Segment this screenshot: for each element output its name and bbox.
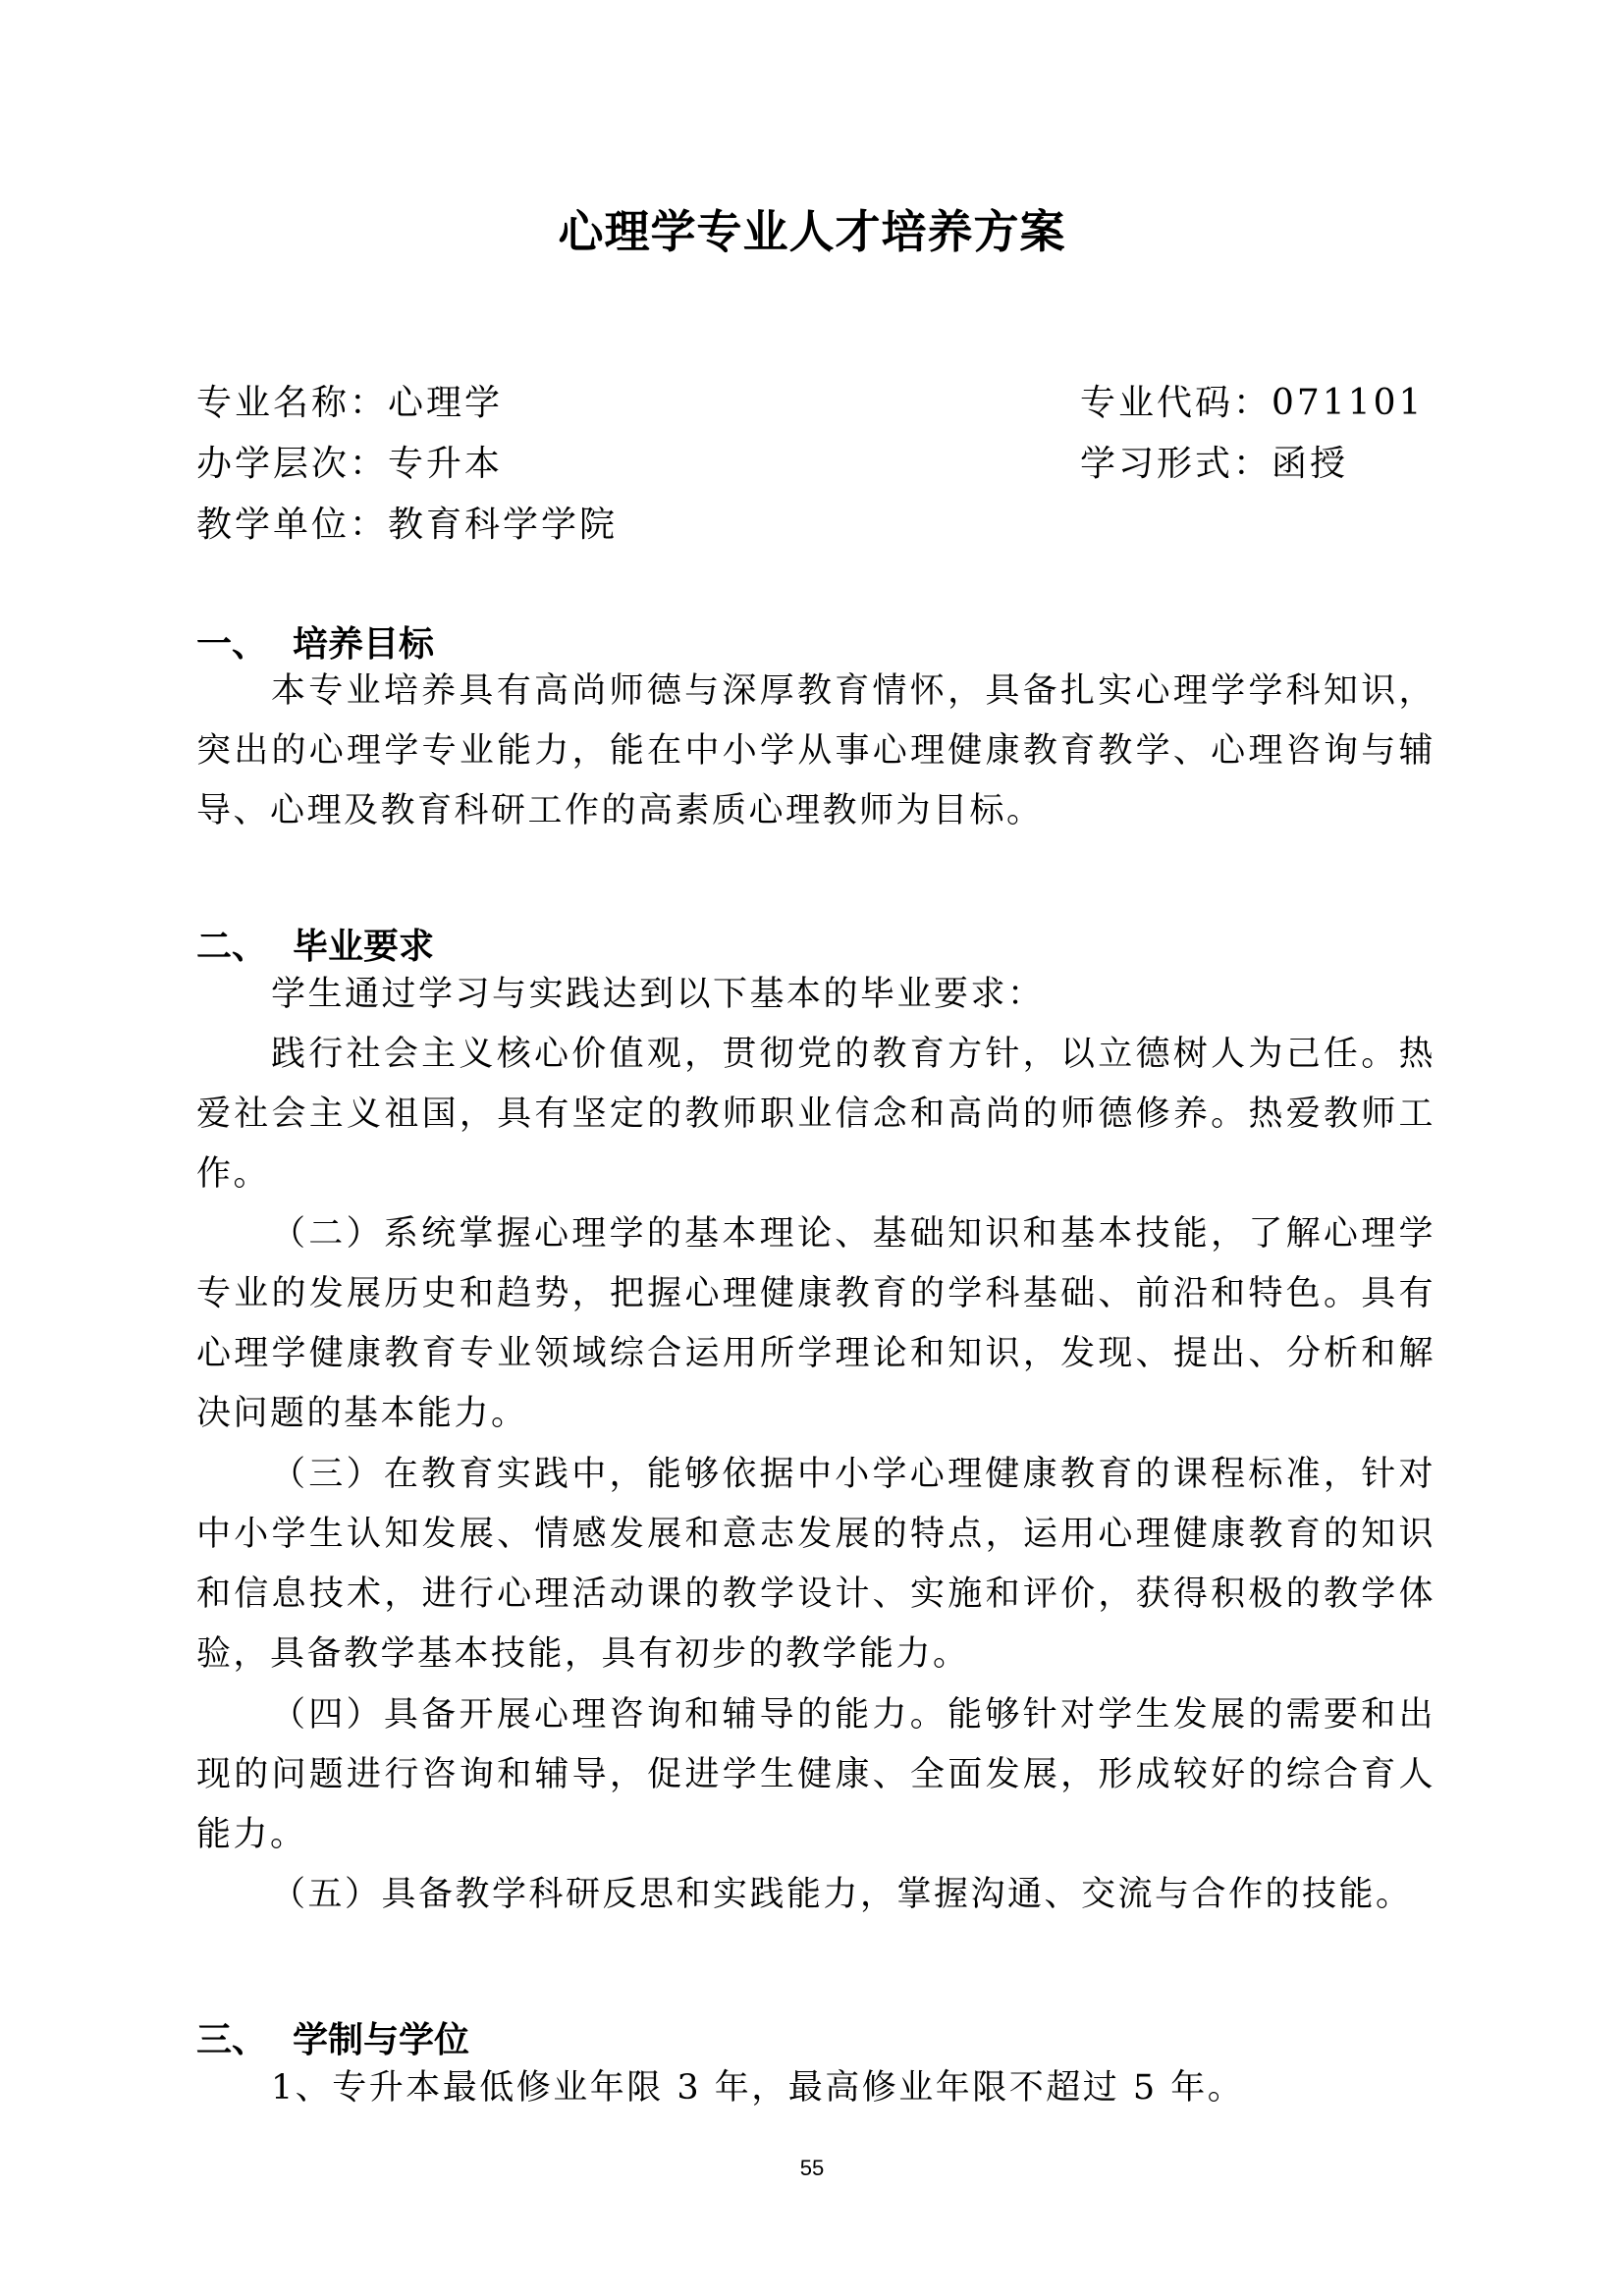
paragraph: 本专业培养具有高尚师德与深厚教育情怀，具备扎实心理学学科知识，突出的心理学专业能力，能在中小学从事心理健康教育教学、心理咨询与辅导、心理及教育科研工作的高素质心理教师为目标。 bbox=[196, 671, 1435, 830]
paragraph: 践行社会主义核心价值观，贯彻党的教育方针，以立德树人为己任。热爱社会主义祖国，具有坚定的教师职业信念和高尚的师德修养。热爱教师工作。 bbox=[196, 1035, 1435, 1194]
study-form: 学习形式：函授 bbox=[1080, 444, 1349, 484]
section-number: 三、 bbox=[196, 2020, 268, 2060]
document-title: 心理学专业人才培养方案 bbox=[558, 205, 1066, 258]
section-number: 二、 bbox=[196, 927, 268, 967]
section-heading bbox=[196, 919, 434, 969]
paragraph: 1、专升本最低修业年限 3 年，最高修业年限不超过 5 年。 bbox=[271, 2068, 1245, 2108]
section-title: 毕业要求 bbox=[293, 927, 435, 967]
paragraph: 学生通过学习与实践达到以下基本的毕业要求： bbox=[271, 975, 1045, 1014]
section-heading bbox=[196, 2012, 469, 2062]
paragraph: （四）具备开展心理咨询和辅导的能力。能够针对学生发展的需要和出现的问题进行咨询和辅导，促进学生健康、全面发展，形成较好的综合育人能力。 bbox=[196, 1695, 1435, 1854]
major-name: 专业名称：心理学 bbox=[196, 383, 504, 423]
page-number: 55 bbox=[799, 2156, 825, 2180]
section-title: 学制与学位 bbox=[293, 2020, 470, 2060]
section-heading bbox=[196, 616, 434, 667]
section-title: 培养目标 bbox=[293, 624, 435, 665]
paragraph: （三）在教育实践中，能够依据中小学心理健康教育的课程标准，针对中小学生认知发展、情感发展和意志发展的特点，运用心理健康教育的知识和信息技术，进行心理活动课的教学设计、实施和评价，获得积极的教学体验，具备教学基本技能，具有初步的教学能力。 bbox=[196, 1455, 1435, 1674]
major-code: 专业代码：071101 bbox=[1080, 383, 1425, 423]
education-level: 办学层次：专升本 bbox=[196, 444, 504, 484]
teaching-unit: 教学单位：教育科学学院 bbox=[196, 505, 619, 545]
paragraph: （二）系统掌握心理学的基本理论、基础知识和基本技能，了解心理学专业的发展历史和趋势，把握心理健康教育的学科基础、前沿和特色。具有心理学健康教育专业领域综合运用所学理论和知识，发现、提出、分析和解决问题的基本能力。 bbox=[196, 1214, 1435, 1433]
section-number: 一、 bbox=[196, 624, 268, 665]
paragraph: （五）具备教学科研反思和实践能力，掌握沟通、交流与合作的技能。 bbox=[271, 1875, 1413, 1914]
